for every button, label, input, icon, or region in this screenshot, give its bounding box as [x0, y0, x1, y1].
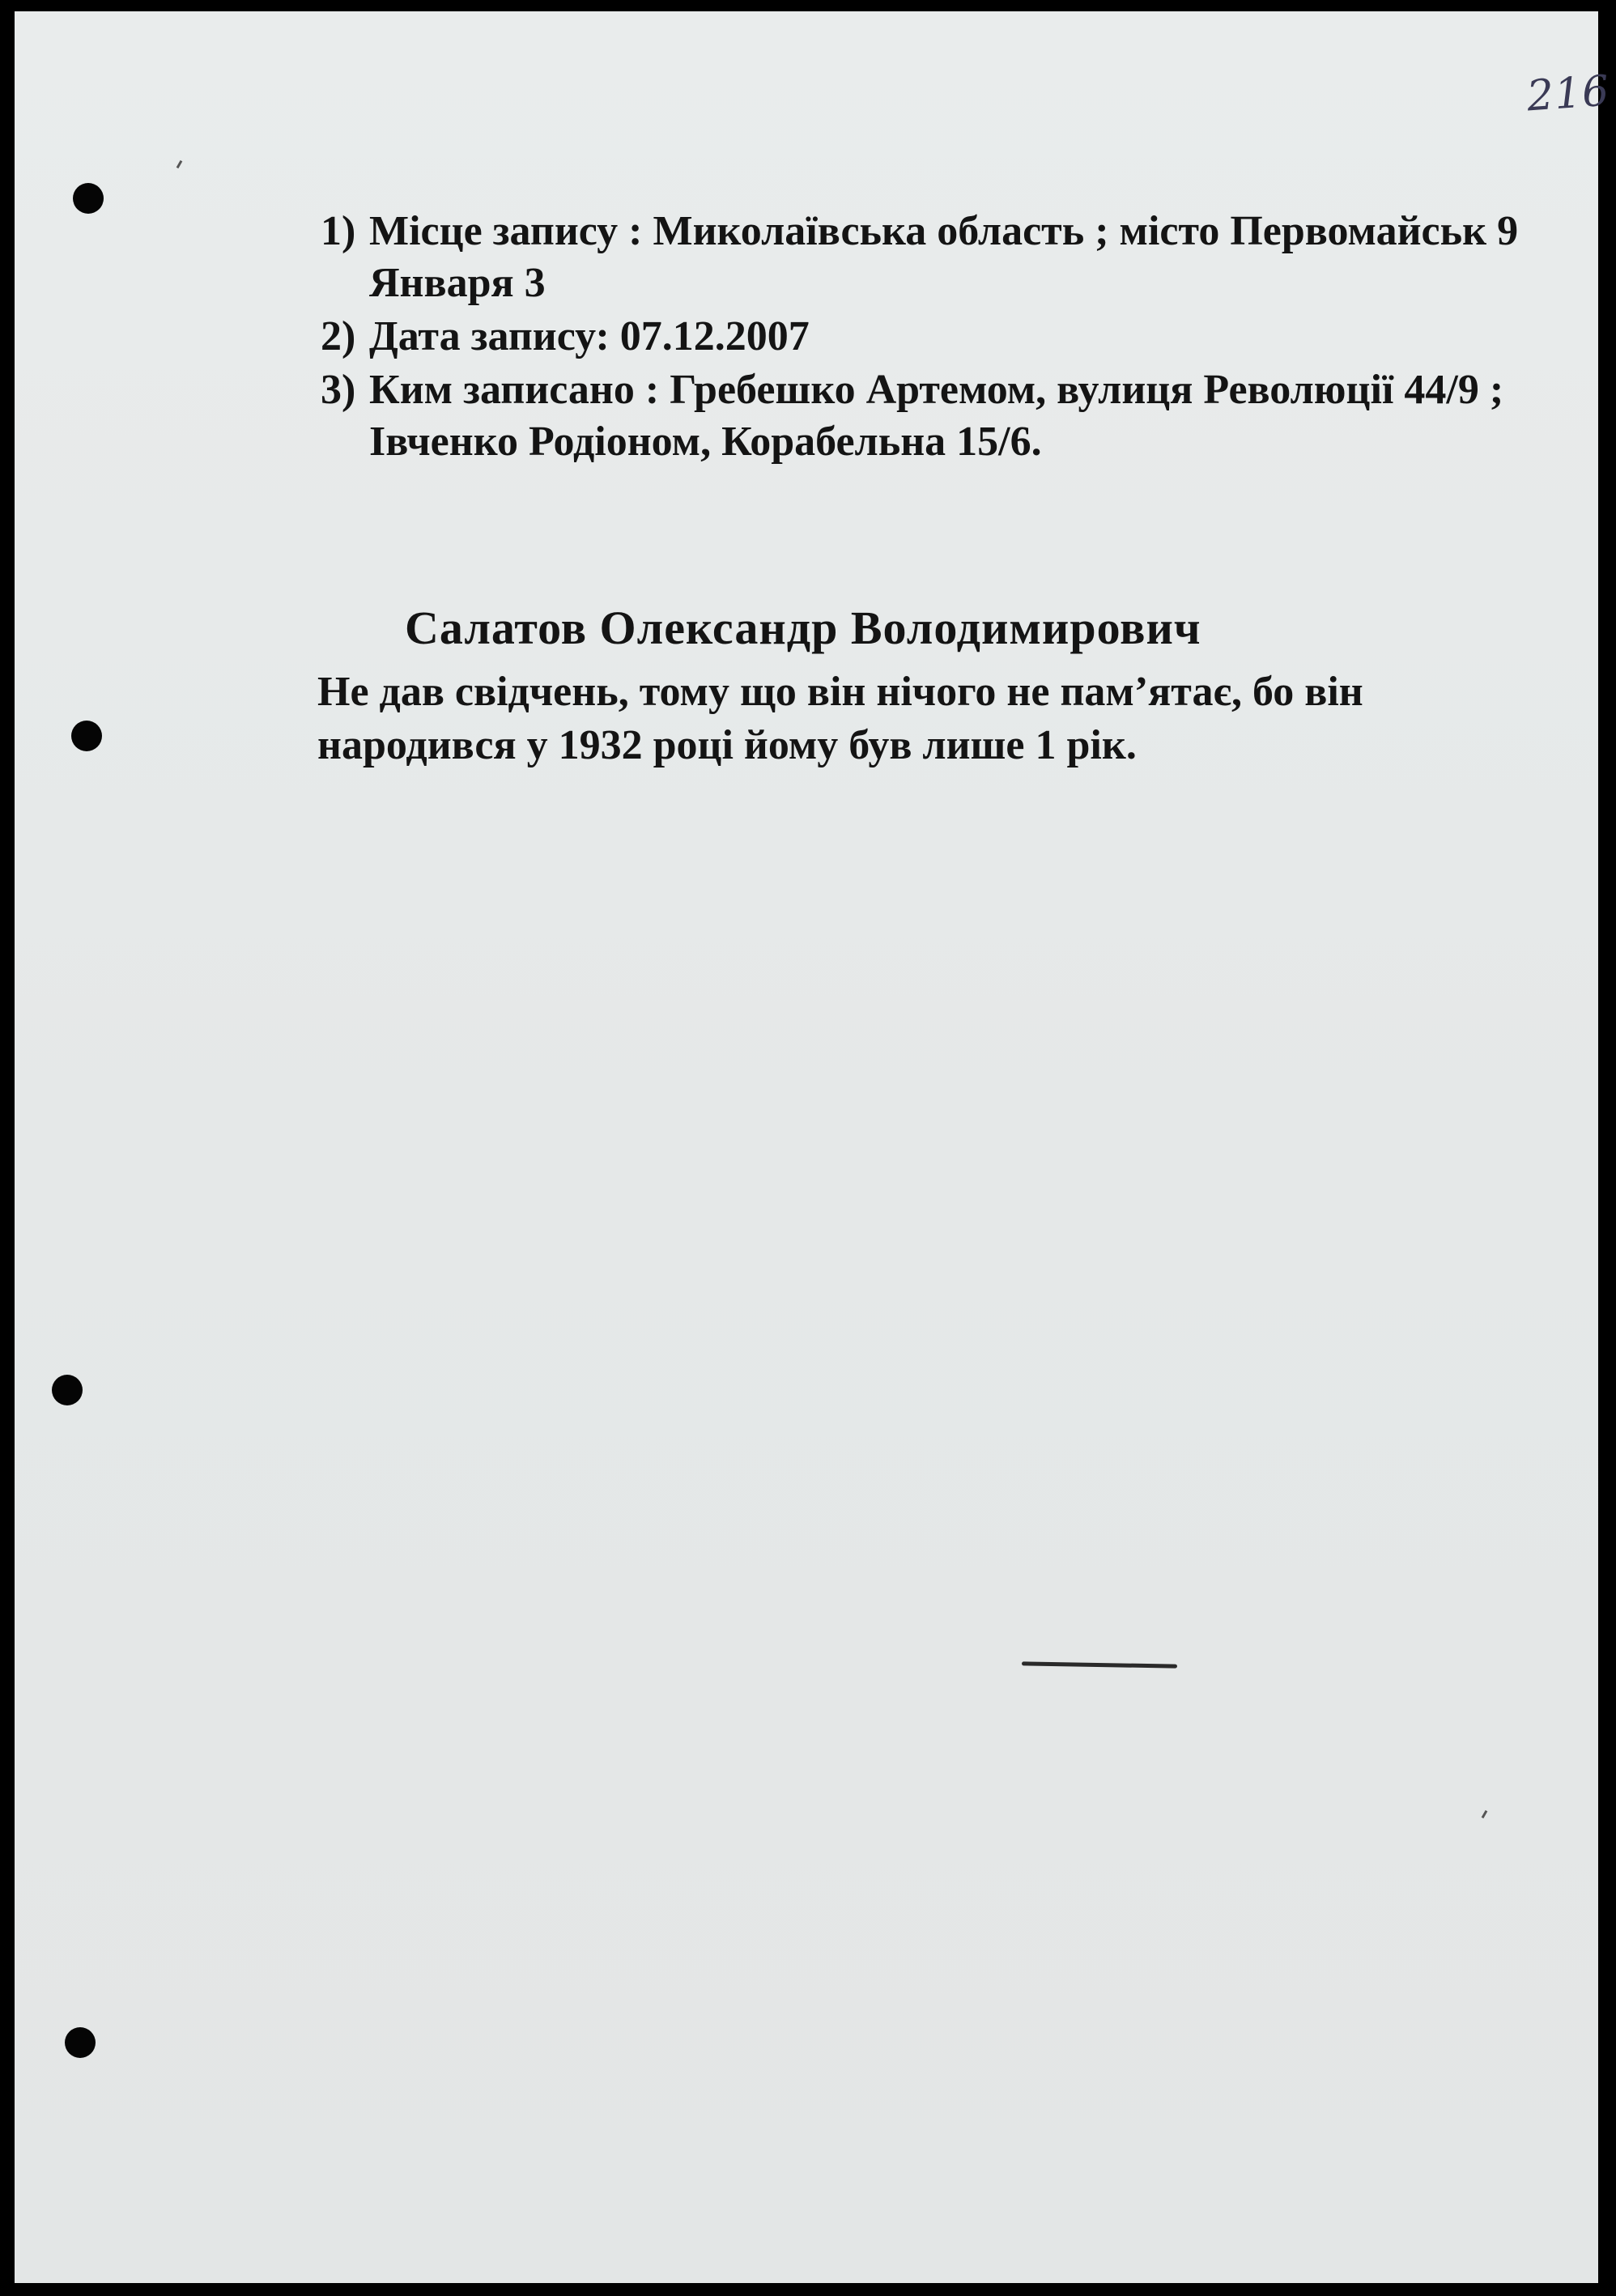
page-number: 216 — [1525, 66, 1612, 121]
document-page — [15, 11, 1612, 2283]
record-item-date — [321, 311, 1551, 363]
record-number: 3) — [321, 367, 356, 413]
record-text: Місце запису : Миколаївська область ; місто Первомайськ 9 Января 3 — [369, 208, 1519, 306]
record-text: Дата запису: 07.12.2007 — [369, 313, 810, 359]
punch-hole-3 — [52, 1375, 83, 1405]
record-number: 1) — [321, 208, 356, 254]
record-item-recorders — [321, 364, 1551, 468]
punch-hole-1 — [73, 183, 104, 214]
punch-hole-2 — [71, 721, 102, 751]
record-text: Ким записано : Гребешко Артемом, вулиця Революції 44/9 ; Івченко Родіоном, Корабельна 15/6. — [369, 367, 1504, 465]
paper-mark — [176, 160, 183, 168]
paper-mark — [1482, 1810, 1488, 1818]
punch-hole-4 — [65, 2027, 96, 2058]
person-name-heading: Салатов Олександр Володимирович — [405, 602, 1201, 654]
pen-stroke-mark — [1022, 1661, 1177, 1668]
testimony-text: Не дав свідчень, тому що він нічого не пам’ятає, бо він народився у 1932 році йому був лише 1 рік. — [317, 669, 1363, 768]
record-number: 2) — [321, 313, 356, 359]
record-item-place — [321, 206, 1551, 309]
record-info-list — [321, 206, 1551, 470]
